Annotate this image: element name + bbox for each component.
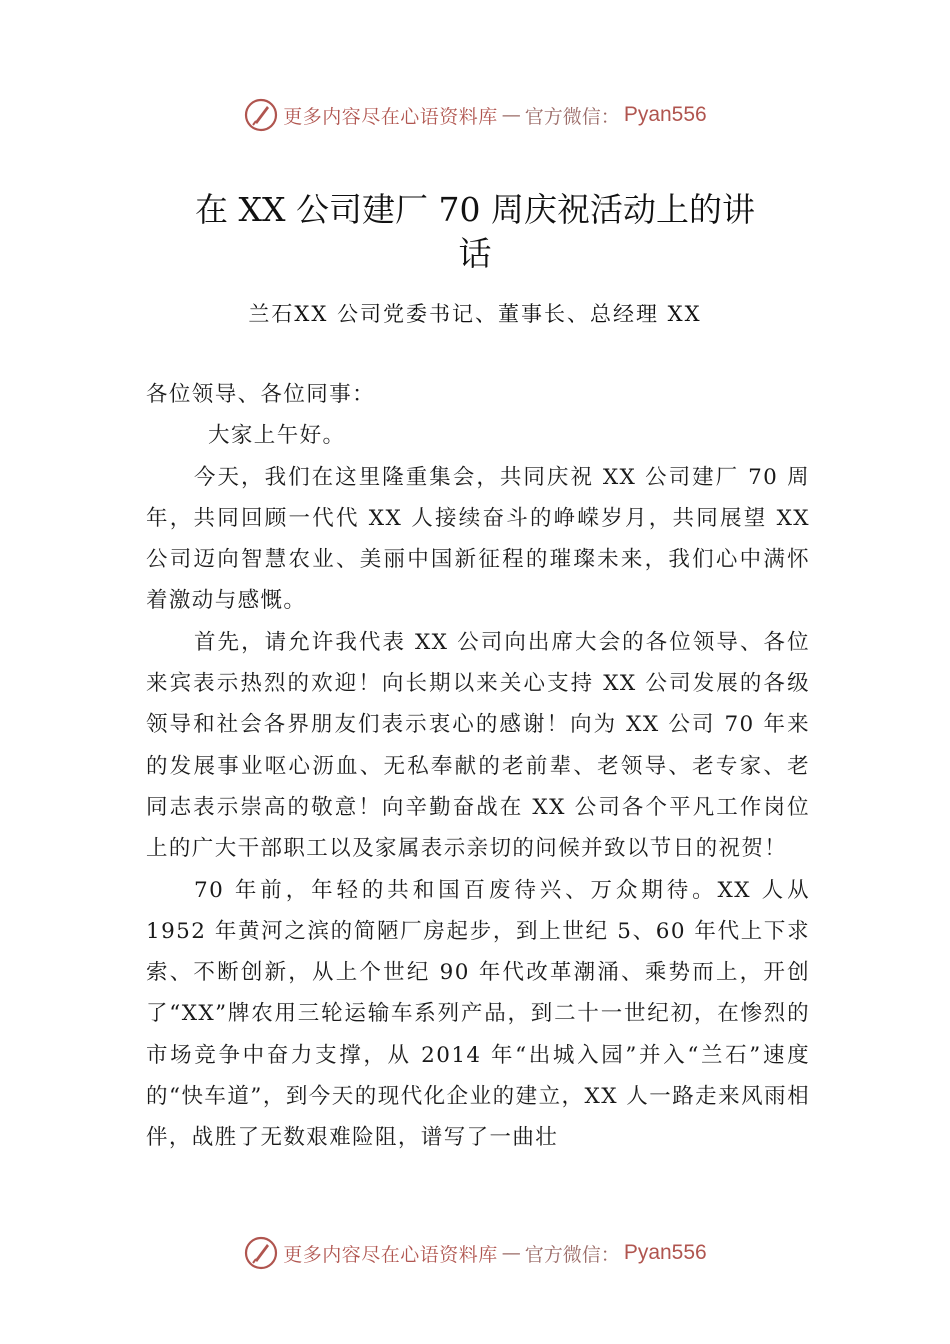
greeting: 大家上午好。	[208, 423, 346, 449]
title-line-2: 话	[458, 234, 492, 273]
footer-watermark	[0, 1233, 950, 1273]
watermark-site-text: 更多内容尽在心语资料库	[283, 105, 498, 128]
paragraph-3: 70 年前，年轻的共和国百废待兴、万众期待。XX 人从 1952 年黄河之滨的简陋厂房起步，到上世纪 5、60 年代上下求索、不断创新，从上个世纪 90 年代改革潮涌、乘势而上，开创了“XX”牌农用三轮运输车系列产品，到二十一世纪初，在惨烈的市场竞争中奋力支撑，从 2014 年“出城入园”并入“兰石”速度的“快车道”，到今天的现代化企业的建立，XX 人一路走来风雨相伴，战胜了无数艰难险阻，谱写了一曲壮	[146, 877, 810, 1151]
watermark-label: 官方微信：	[524, 105, 620, 128]
quill-seal-icon	[243, 1235, 279, 1271]
paragraph-2: 首先，请允许我代表 XX 公司向出席大会的各位领导、各位来宾表示热烈的欢迎！向长期以来关心支持 XX 公司发展的各级领导和社会各界朋友们表示衷心的感谢！向为 XX 公司 70 年来的发展事业呕心沥血、无私奉献的老前辈、老领导、老专家、老同志表示崇高的敬意！向辛勤奋战在 XX 公司各个平凡工作岗位上的广大干部职工以及家属表示亲切的问候并致以节日的祝贺！	[146, 629, 810, 862]
watermark-wechat-id: Pyan556	[623, 103, 707, 126]
watermark-label: 官方微信：	[524, 1243, 620, 1266]
watermark-wechat-id: Pyan556	[623, 1241, 707, 1264]
title-line-1: 在 XX 公司建厂 70 周庆祝活动上的讲	[195, 190, 755, 229]
document-body	[146, 374, 810, 1159]
watermark-dash: —	[501, 1242, 521, 1264]
watermark-site-text: 更多内容尽在心语资料库	[283, 1243, 498, 1266]
header-watermark	[0, 95, 950, 135]
author-byline: 兰石XX 公司党委书记、董事长、总经理 XX	[248, 302, 702, 326]
salutation: 各位领导、各位同事：	[146, 382, 376, 407]
document-title	[150, 188, 800, 276]
watermark-dash: —	[501, 104, 521, 126]
quill-seal-icon	[243, 97, 279, 133]
paragraph-1: 今天，我们在这里隆重集会，共同庆祝 XX 公司建厂 70 周年，共同回顾一代代 XX 人接续奋斗的峥嵘岁月，共同展望 XX 公司迈向智慧农业、美丽中国新征程的璀璨未来，我们心中满怀着激动与感慨。	[146, 464, 810, 614]
